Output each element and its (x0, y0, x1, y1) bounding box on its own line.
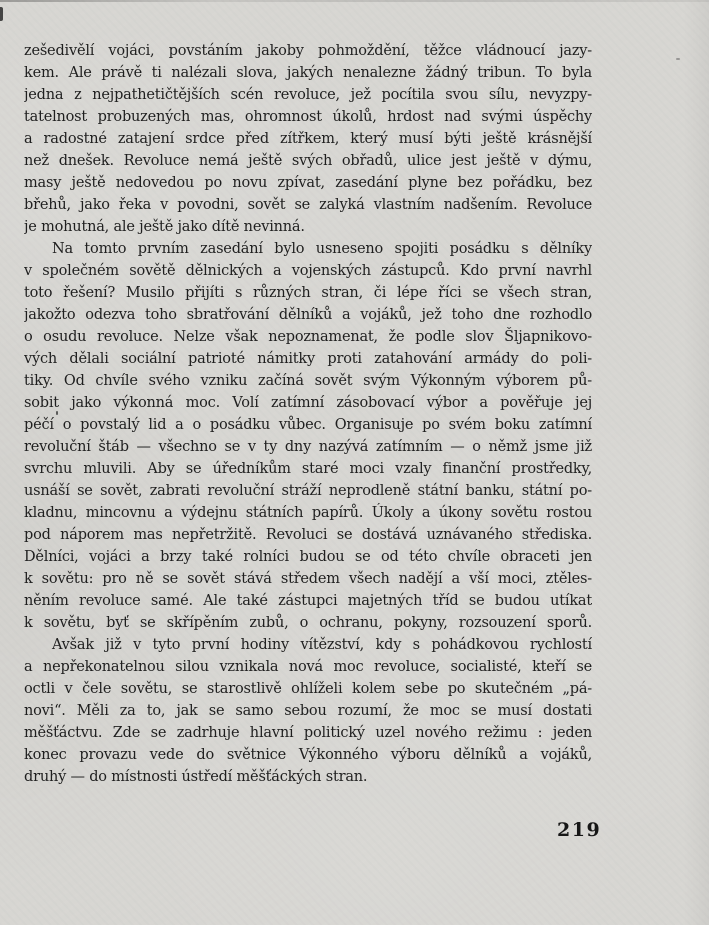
text-line: revoluční štáb — všechno se v ty dny nazývá zatímním — o němž jsme již (24, 439, 592, 455)
text-line: Avšak již v tyto první hodiny vítězství, kdy s pohádkovou rychlostí (52, 637, 592, 653)
text-line: konec provazu vede do světnice Výkonného výboru dělníků a vojáků, (24, 747, 592, 763)
text-line: tatelnost probuzených mas, ohromnost úkolů, hrdost nad svými úspěchy (24, 109, 592, 125)
text-line: k sovětu, byť se skřípěním zubů, o ochranu, pokyny, rozsouzení sporů. (24, 615, 592, 631)
text-line: je mohutná, ale ještě jako dítě nevinná. (24, 219, 305, 235)
text-line: jakožto odezva toho sbratřování dělníků a vojáků, jež toho dne rozhodlo (24, 307, 592, 323)
text-line: sobit jako výkonná moc. Volí zatímní zásobovací výbor a pověřuje jej (24, 395, 592, 411)
text-block (24, 40, 592, 788)
text-line: něním revoluce samé. Ale také zástupci majetných tříd se budou utíkat (24, 593, 592, 609)
text-line: octli v čele sovětu, se starostlivě ohlíželi kolem sebe po skutečném „pá- (24, 681, 592, 697)
text-line: k sovětu: pro ně se sovět stává středem všech nadějí a vší moci, ztěles- (24, 571, 592, 587)
text-line: břehů, jako řeka v povodni, sovět se zalyká vlastním nadšením. Revoluce (24, 197, 592, 213)
text-line: novi“. Měli za to, jak se samo sebou rozumí, že moc se musí dostati (24, 703, 592, 719)
text-line: vých dělali sociální patrioté námitky proti zatahování armády do poli- (24, 351, 592, 367)
text-line: v společném sovětě dělnických a vojenských zástupců. Kdo první navrhl (24, 263, 592, 279)
text-line: druhý — do místnosti ústředí měšťáckých stran. (24, 769, 368, 785)
text-line: Na tomto prvním zasedání bylo usneseno spojiti posádku s dělníky (52, 241, 592, 257)
text-line: toto řešení? Musilo přijíti s různých stran, či lépe říci se všech stran, (24, 285, 592, 301)
text-line: o osudu revoluce. Nelze však nepoznamenat, že podle slov Šljapnikovo- (24, 329, 592, 345)
scan-speck (676, 58, 680, 60)
text-line: svrchu mluvili. Aby se úředníkům staré moci vzaly finanční prostředky, (24, 461, 592, 477)
text-line: pod náporem mas nepřetržitě. Revoluci se dostává uznávaného střediska. (24, 527, 592, 543)
text-line: kem. Ale právě ti nalézali slova, jakých nenalezne žádný tribun. To byla (24, 65, 592, 81)
text-line: kladnu, mincovnu a výdejnu státních papírů. Úkoly a úkony sovětu rostou (24, 505, 592, 521)
text-line: Dělníci, vojáci a brzy také rolníci budou se od této chvíle obraceti jen (24, 549, 592, 565)
scan-right-shadow (683, 0, 709, 925)
text-line: masy ještě nedovedou po novu zpívat, zasedání plyne bez pořádku, bez (24, 175, 592, 191)
text-line: usnáší se sovět, zabrati revoluční stráží neprodleně státní banku, státní po- (24, 483, 592, 499)
scan-edge-mark (0, 7, 3, 21)
text-line: měšťáctvu. Zde se zadrhuje hlavní politický uzel nového režimu : jeden (24, 725, 592, 741)
text-line: jedna z nejpathetičtějších scén revoluce, jež pocítila svou sílu, nevyzpy- (24, 87, 592, 103)
text-line: a radostné zatajení srdce před zítřkem, který musí býti ještě krásnější (24, 131, 592, 147)
text-line: péčí o povstalý lid a o posádku vůbec. Organisuje po svém boku zatímní (24, 417, 592, 433)
text-line: zešedivělí vojáci, povstáním jakoby pohmoždění, těžce vládnoucí jazy- (24, 43, 592, 59)
text-line: než dnešek. Revoluce nemá ještě svých obřadů, ulice jest ještě v dýmu, (24, 153, 592, 169)
scan-edge-top (0, 0, 709, 2)
page-number: 219 (557, 819, 602, 841)
text-line: a nepřekonatelnou silou vznikala nová moc revoluce, socialisté, kteří se (24, 659, 592, 675)
text-line: tiky. Od chvíle svého vzniku začíná sovět svým Výkonným výborem pů- (24, 373, 592, 389)
